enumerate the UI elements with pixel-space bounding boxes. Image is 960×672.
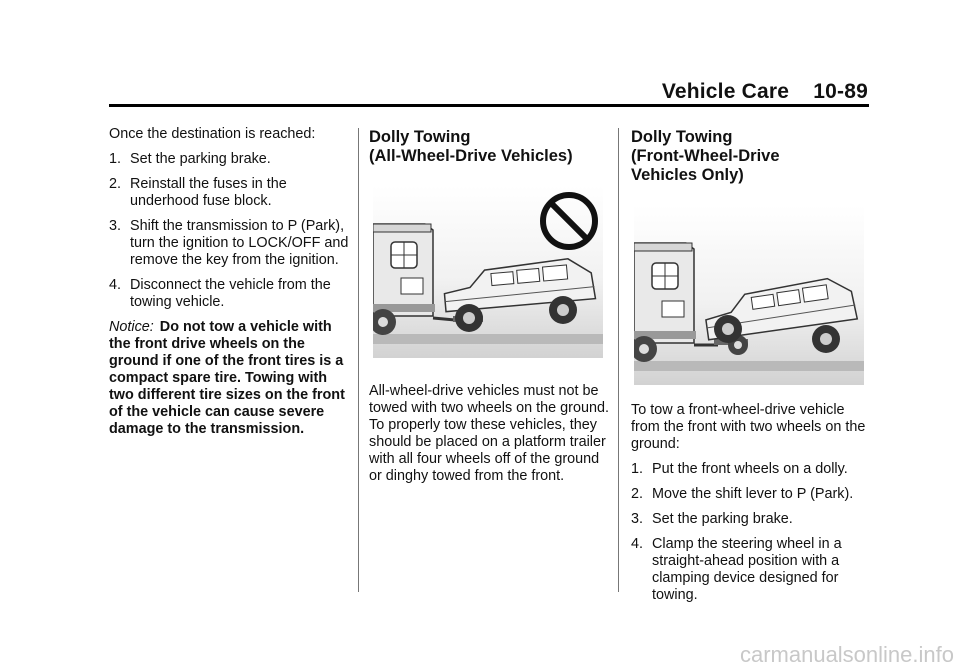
step-number: 1. (631, 461, 644, 477)
intro-text: To tow a front-wheel-drive vehicle from the front with two wheels on the ground: (631, 402, 866, 452)
list-item (109, 151, 349, 168)
heading-line: Dolly Towing (369, 128, 471, 146)
list-item (109, 277, 349, 311)
step-text: Put the front wheels on a dolly. (652, 461, 848, 477)
heading-line: (Front-Wheel-Drive (631, 147, 780, 165)
step-number: 2. (631, 486, 644, 502)
list-item (109, 176, 349, 210)
middle-column (369, 128, 609, 186)
step-text: Shift the transmission to P (Park), turn the ignition to LOCK/OFF and remove the key from the ignition. (130, 218, 349, 268)
section-heading (369, 128, 609, 166)
step-number: 4. (631, 536, 644, 552)
heading-line: (All-Wheel-Drive Vehicles) (369, 147, 573, 165)
watermark: carmanualsonline.info (739, 642, 954, 667)
step-text: Move the shift lever to P (Park). (652, 486, 854, 502)
left-column (109, 126, 349, 438)
fwd-dolly-towing-illustration (634, 205, 864, 385)
heading-line: Vehicles Only) (631, 166, 744, 184)
list-item (109, 218, 349, 269)
step-number: 1. (109, 151, 122, 167)
notice-label: Notice: (109, 319, 154, 335)
step-number: 3. (631, 511, 644, 527)
step-number: 3. (109, 218, 122, 234)
header-rule (109, 104, 869, 107)
awd-dolly-towing-prohibited-illustration (373, 186, 603, 358)
page-number: 10-89 (813, 80, 868, 103)
step-text: Reinstall the fuses in the underhood fuse block. (130, 176, 287, 209)
section-title: Vehicle Care (661, 80, 790, 103)
step-text: Clamp the steering wheel in a straight-ahead position with a clamping device designed for towing. (652, 536, 842, 603)
body-text: All-wheel-drive vehicles must not be towed with two wheels on the ground. To properly tow these vehicles, they should be placed on a platform trailer with all four wheels off of the ground or dinghy towed from the front. (369, 383, 609, 484)
step-text: Set the parking brake. (652, 511, 793, 527)
middle-column-body (369, 383, 609, 493)
section-heading (631, 128, 866, 185)
page-header (662, 80, 868, 104)
right-column-body (631, 402, 866, 612)
list-item (631, 486, 866, 503)
column-divider-left (358, 128, 359, 592)
column-divider-right (618, 128, 619, 592)
list-item (631, 461, 866, 478)
list-item (631, 536, 866, 604)
notice-text: Do not tow a vehicle with the front drive wheels on the ground if one of the front tires is a compact spare tire. Towing with two different tire sizes on the front of the vehicle can cause severe damage to the transmission. (109, 319, 345, 437)
list-item (631, 511, 866, 528)
right-column (631, 128, 866, 205)
step-number: 4. (109, 277, 122, 293)
heading-line: Dolly Towing (631, 128, 733, 146)
step-text: Disconnect the vehicle from the towing vehicle. (130, 277, 331, 310)
intro-text: Once the destination is reached: (109, 126, 316, 142)
step-text: Set the parking brake. (130, 151, 271, 167)
step-number: 2. (109, 176, 122, 192)
notice-block (109, 319, 349, 438)
